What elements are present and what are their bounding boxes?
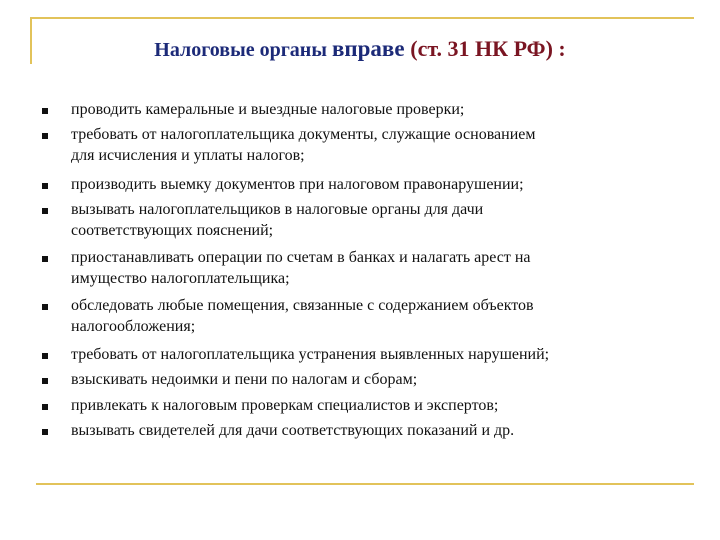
frame-top-line (30, 17, 694, 19)
list-item-text (71, 344, 711, 365)
list-item-text (71, 369, 711, 390)
list-item-line: вызывать налогоплательщиков в налоговые органы для дачи (71, 201, 484, 218)
list-item-line: взыскивать недоимки и пени по налогам и сборам; (71, 371, 418, 388)
list-item-line: вызывать свидетелей для дачи соответствующих показаний и др. (71, 422, 515, 439)
title-part-2: вправе (331, 36, 411, 61)
bullet-icon (42, 133, 48, 139)
list-item-text (71, 99, 711, 120)
list-item-text (71, 295, 711, 337)
bullet-icon (42, 404, 48, 410)
bullet-icon (42, 378, 48, 384)
list-item-line: соответствующих пояснений; (71, 222, 274, 239)
frame-bottom-line (36, 483, 694, 485)
slide-title (0, 36, 720, 62)
list-item-line: налогообложения; (71, 318, 196, 335)
list-item-text (71, 247, 711, 289)
bullet-icon (42, 183, 48, 189)
list-item-line: проводить камеральные и выездные налоговые проверки; (71, 101, 465, 118)
bullet-icon (42, 256, 48, 262)
list-item-line: привлекать к налоговым проверкам специалистов и экспертов; (71, 397, 499, 414)
list-item-text (71, 124, 711, 166)
title-part-3: (ст. 31 НК РФ) : (410, 36, 566, 61)
title-part-1: Налоговые органы (154, 39, 332, 61)
list-item-text (71, 199, 711, 241)
bullet-icon (42, 208, 48, 214)
bullet-icon (42, 304, 48, 310)
list-item-text (71, 420, 711, 441)
list-item-line: требовать от налогоплательщика документы, служащие основанием (71, 126, 536, 143)
list-item-line: для исчисления и уплаты налогов; (71, 147, 305, 164)
list-item-text (71, 174, 711, 195)
list-item-line: обследовать любые помещения, связанные с содержанием объектов (71, 297, 534, 314)
list-item-text (71, 395, 711, 416)
list-item-line: производить выемку документов при налоговом правонарушении; (71, 176, 524, 193)
list-item-line: требовать от налогоплательщика устранения выявленных нарушений; (71, 346, 550, 363)
list-item-line: приостанавливать операции по счетам в банках и налагать арест на (71, 249, 531, 266)
list-item-line: имущество налогоплательщика; (71, 270, 290, 287)
bullet-icon (42, 429, 48, 435)
bullet-icon (42, 353, 48, 359)
bullet-icon (42, 108, 48, 114)
